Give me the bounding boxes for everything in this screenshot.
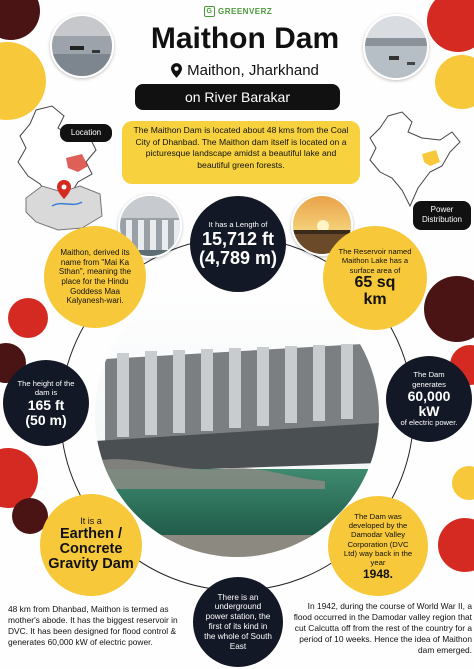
fact-height-m: (50 m) xyxy=(25,411,67,428)
fact-power-lead: The Dam generates xyxy=(412,370,446,389)
deco-circle-red-bottomright xyxy=(438,518,474,572)
fact-power-value: 60,000 kW xyxy=(407,388,451,419)
fact-height-lead: The height of the dam is xyxy=(17,378,75,398)
location-tag: Location xyxy=(60,124,112,142)
fact-power-bubble xyxy=(386,356,472,442)
fact-reservoir-value: 65 sq km xyxy=(354,274,396,309)
location-text: Maithon, Jharkhand xyxy=(187,62,319,79)
fact-developer-value: 1948. xyxy=(362,566,394,581)
fact-type-bubble xyxy=(40,494,142,596)
fact-length-m: (4,789 m) xyxy=(198,247,278,268)
india-map-right xyxy=(360,110,470,210)
fact-length-bubble xyxy=(190,196,286,292)
fact-underground-text: There is an underground power station, the first of its kind in the whole of South East xyxy=(204,592,272,651)
fact-type-value: Earthen / Concrete Gravity Dam xyxy=(48,525,134,573)
fact-underground-bubble xyxy=(193,577,283,667)
note-right: In 1942, during the course of World War II, a flood occurred in the Damodar valley region that cut Calcutta off from the rest of the country for a period of 10 weeks. Hence the idea of Maithon dam emerged. xyxy=(293,601,472,655)
dam-photo-center xyxy=(95,273,379,557)
fact-reservoir-lead: The Reservoir named Maithon Lake has a surface area of xyxy=(338,246,412,275)
fact-type-lead: It is a xyxy=(80,516,102,527)
river-pill: on River Barakar xyxy=(135,84,340,110)
power-distribution-tag: Power Distribution xyxy=(413,201,471,230)
intro-box: The Maithon Dam is located about 48 kms from the Coal City of Dhanbad. The Maithon dam itself is located on a picturesque landscape amidst a beautiful lake and beautiful green forests. xyxy=(122,121,360,184)
fact-developer-lead: The Dam was developed by the Damodar Valley Corporation (DVC Ltd) way back in the year xyxy=(343,511,413,568)
fact-length-lead: It has a Length of xyxy=(208,220,268,230)
fact-name-origin-bubble xyxy=(44,226,146,328)
page-title: Maithon Dam xyxy=(150,22,340,55)
deco-circle-red-left xyxy=(8,298,48,338)
fact-length-ft: 15,712 ft xyxy=(201,228,275,249)
fact-reservoir-bubble xyxy=(323,226,427,330)
fact-power-tail: of electric power. xyxy=(400,418,458,428)
deco-circle-red-topright xyxy=(427,0,474,52)
location-line xyxy=(150,62,340,79)
note-left: 48 km from Dhanbad, Maithon is termed as mother's abode. It has the biggest reservoir in DVC. It has been designed for flood control & generates 60,000 kW of electric power. xyxy=(8,604,178,647)
photo-boats-topleft xyxy=(50,14,114,78)
deco-circle-yellow-topright xyxy=(435,55,474,109)
greenverz-logo-icon: G xyxy=(204,6,215,17)
deco-circle-yellow-bottomright xyxy=(452,466,474,500)
brand-logo xyxy=(204,3,278,19)
map-pin-icon xyxy=(171,63,182,78)
deco-circle-maroon-topleft xyxy=(0,0,40,40)
fact-height-bubble xyxy=(3,360,89,446)
brand-name: GREENVERZ xyxy=(218,6,273,16)
fact-developer-bubble xyxy=(328,496,428,596)
fact-name-origin-text: Maithon, derived its name from "Mai Ka Sthan", meaning the place for the Hindu Goddess Maa Kalyanesh-wari. xyxy=(58,248,132,306)
deco-circle-maroon-right xyxy=(424,276,474,342)
fact-height-ft: 165 ft xyxy=(27,396,65,413)
